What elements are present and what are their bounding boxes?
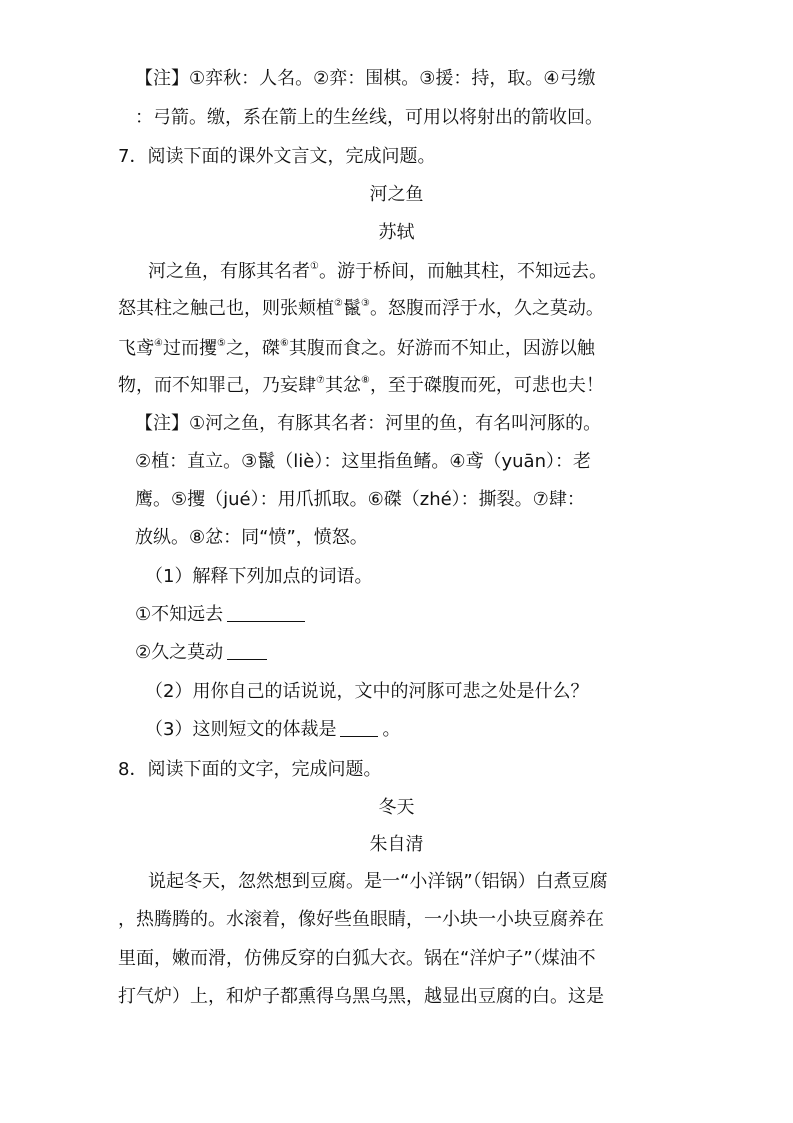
passage-author: 朱自清: [369, 834, 424, 855]
note-line: 鹰。⑤攫（jué）：用爪抓取。⑥磔（zhé）：撕裂。⑦肆：: [135, 489, 585, 510]
footnote-marker: ⑥: [279, 338, 289, 349]
footnote-marker: ⑧: [360, 375, 370, 386]
answer-item: ①不知远去: [135, 602, 309, 628]
passage-line: 飞鸢④过而攫⑤之，磔⑥其腹而食之。好游而不知止，因游以触: [118, 338, 595, 359]
passage-author: 苏轼: [378, 222, 415, 243]
note-line: 放纵。⑧忿：同“愤”，愤怒。: [135, 527, 368, 548]
passage-line: 怒其柱之触己也，则张颊植②鬣③。怒腹而浮于水，久之莫动。: [118, 298, 604, 319]
question-8-stem: 8．阅读下面的文字，完成问题。: [118, 759, 382, 780]
passage-line: 物，而不知罪己，乃妄肆⑦其忿⑧，至于磔腹而死，可悲也夫！: [118, 375, 604, 396]
sub-question-3: （3）这则短文的体裁是 。: [145, 719, 401, 740]
footnote-marker: ⑦: [316, 375, 325, 386]
footnote-marker: ②: [334, 298, 343, 309]
note-line: ：弓箭。缴，系在箭上的生丝线，可用以将射出的箭收回。: [135, 107, 603, 128]
passage-line: 打气炉）上，和炉子都熏得乌黑乌黑，越显出豆腐的白。这是: [118, 986, 604, 1007]
sub-question-1: （1）解释下列加点的词语。: [145, 566, 373, 587]
passage-title: 河之鱼: [369, 184, 424, 205]
question-7-stem: 7．阅读下面的课外文言文，完成问题。: [118, 146, 436, 167]
footnote-marker: ③: [360, 298, 370, 309]
answer-blank[interactable]: [340, 720, 378, 737]
note-line: 【注】①河之鱼，有豚其名者：河里的鱼，有名叫河豚的。: [135, 413, 602, 434]
footnote-marker: ⑤: [216, 338, 226, 349]
answer-blank[interactable]: [227, 643, 267, 660]
footnote-marker: ①: [310, 261, 319, 272]
note-line: 【注】①弈秋：人名。②弈：围棋。③援：持，取。④弓缴: [135, 68, 596, 89]
answer-blank[interactable]: [227, 605, 305, 622]
passage-line: 说起冬天，忽然想到豆腐。是一“小洋锅”（铝锅）白煮豆腐: [148, 871, 608, 892]
passage-title: 冬天: [378, 797, 415, 818]
note-line: ②植：直立。③鬣（liè）：这里指鱼鳍。④鸢（yuān）：老: [135, 451, 591, 472]
footnote-marker: ④: [154, 338, 163, 349]
passage-line: ，热腾腾的。水滚着，像好些鱼眼睛，一小块一小块豆腐养在: [118, 909, 604, 930]
answer-item: ②久之莫动: [135, 640, 271, 666]
passage-line: 河之鱼，有豚其名者①。游于桥间，而触其柱，不知远去。: [148, 261, 607, 282]
passage-line: 里面，嫩而滑，仿佛反穿的白狐大衣。锅在“洋炉子”（煤油不: [118, 948, 596, 969]
sub-question-2: （2）用你自己的话说说，文中的河豚可悲之处是什么？: [145, 681, 589, 702]
